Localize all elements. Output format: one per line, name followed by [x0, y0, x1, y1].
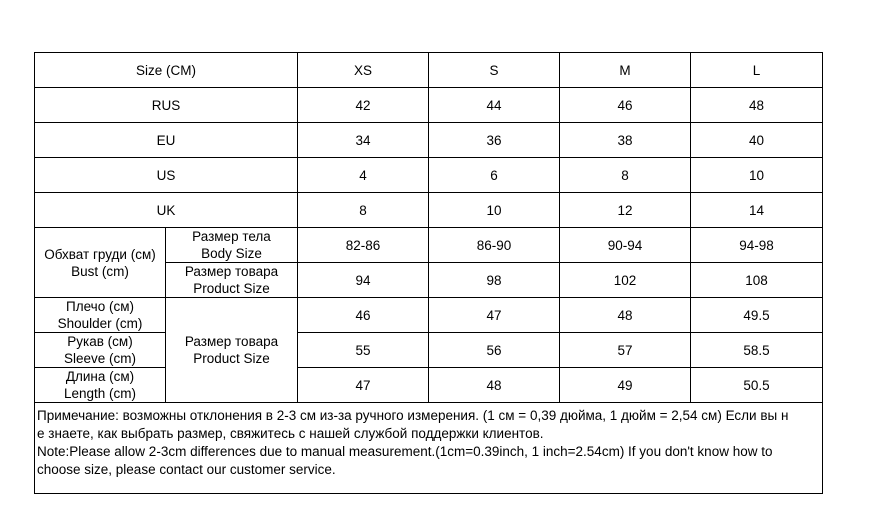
size-header-l: L [691, 53, 823, 88]
table-cell: 94 [298, 263, 429, 298]
bust-label-en: Bust (cm) [71, 263, 129, 279]
note-en-line-2: choose size, please contact our customer service. [37, 462, 336, 477]
sleeve-row-label [35, 333, 166, 368]
product-size-label-ru: Размер товара [184, 334, 279, 349]
table-cell: 8 [298, 193, 429, 228]
length-label-en: Length (cm) [63, 386, 137, 401]
table-cell: 8 [560, 158, 691, 193]
table-cell: 49 [560, 368, 691, 403]
table-row [35, 123, 823, 158]
table-cell: 38 [560, 123, 691, 158]
table-cell: 94-98 [691, 228, 823, 263]
bust-product-size-label-en: Product Size [193, 281, 270, 296]
row-label-eu: EU [35, 123, 298, 158]
size-header-xs: XS [298, 53, 429, 88]
table-cell: 48 [560, 298, 691, 333]
note-cell [35, 403, 823, 494]
table-cell: 36 [429, 123, 560, 158]
bust-product-size-label-ru: Размер товара [184, 264, 279, 279]
table-cell: 40 [691, 123, 823, 158]
table-cell: 47 [429, 298, 560, 333]
body-size-label [166, 228, 298, 263]
table-cell: 6 [429, 158, 560, 193]
body-size-label-ru: Размер тела [192, 229, 271, 244]
size-header-m: M [560, 53, 691, 88]
length-row-label [35, 368, 166, 403]
table-cell: 4 [298, 158, 429, 193]
table-cell: 34 [298, 123, 429, 158]
table-row [35, 298, 823, 333]
note-en-line-1: Note:Please allow 2-3cm differences due to manual measurement.(1cm=0.39inch, 1 inch=2.54cm) If you don't know how to [37, 444, 773, 459]
sleeve-label-ru: Рукав (см) [67, 334, 133, 349]
row-label-uk: UK [35, 193, 298, 228]
table-cell: 47 [298, 368, 429, 403]
note-ru-line-2: е знаете, как выбрать размер, свяжитесь с нашей службой поддержки клиентов. [37, 426, 544, 441]
row-label-us: US [35, 158, 298, 193]
table-cell: 86-90 [429, 228, 560, 263]
product-size-label [166, 298, 298, 403]
note-ru-line-1: Примечание: возможны отклонения в 2-3 см из-за ручного измерения. (1 см = 0,39 дюйма, 1 дюйм = 2,54 см) Если вы н [37, 408, 789, 423]
shoulder-label-ru: Плечо (см) [66, 299, 134, 314]
table-cell: 48 [691, 88, 823, 123]
table-cell: 10 [691, 158, 823, 193]
table-row [35, 333, 823, 368]
product-size-label-en: Product Size [193, 351, 270, 366]
table-header-row [35, 53, 823, 88]
table-cell: 44 [429, 88, 560, 123]
table-cell: 82-86 [298, 228, 429, 263]
table-row [35, 193, 823, 228]
table-cell: 56 [429, 333, 560, 368]
table-cell: 10 [429, 193, 560, 228]
body-size-label-en: Body Size [201, 246, 262, 261]
table-cell: 55 [298, 333, 429, 368]
sleeve-label-en: Sleeve (cm) [63, 351, 136, 366]
table-cell: 57 [560, 333, 691, 368]
table-row [35, 158, 823, 193]
table-cell: 14 [691, 193, 823, 228]
table-cell: 12 [560, 193, 691, 228]
row-label-rus: RUS [35, 88, 298, 123]
table-row [35, 88, 823, 123]
table-cell: 46 [298, 298, 429, 333]
table-cell: 98 [429, 263, 560, 298]
note-row [35, 403, 823, 494]
table-cell: 90-94 [560, 228, 691, 263]
shoulder-row-label [35, 298, 166, 333]
table-cell: 108 [691, 263, 823, 298]
table-cell: 50.5 [691, 368, 823, 403]
table-row [35, 228, 823, 263]
table-cell: 49.5 [691, 298, 823, 333]
length-label-ru: Длина (см) [65, 369, 135, 384]
table-row [35, 368, 823, 403]
size-header-label: Size (CM) [35, 53, 298, 88]
table-cell: 48 [429, 368, 560, 403]
table-cell: 46 [560, 88, 691, 123]
bust-product-size-label [166, 263, 298, 298]
shoulder-label-en: Shoulder (cm) [57, 316, 143, 331]
table-cell: 42 [298, 88, 429, 123]
bust-label-ru: Обхват груди (см) [44, 246, 156, 262]
table-cell: 58.5 [691, 333, 823, 368]
size-header-s: S [429, 53, 560, 88]
table-cell: 102 [560, 263, 691, 298]
bust-row-label [35, 228, 166, 298]
size-chart-table [34, 52, 823, 494]
